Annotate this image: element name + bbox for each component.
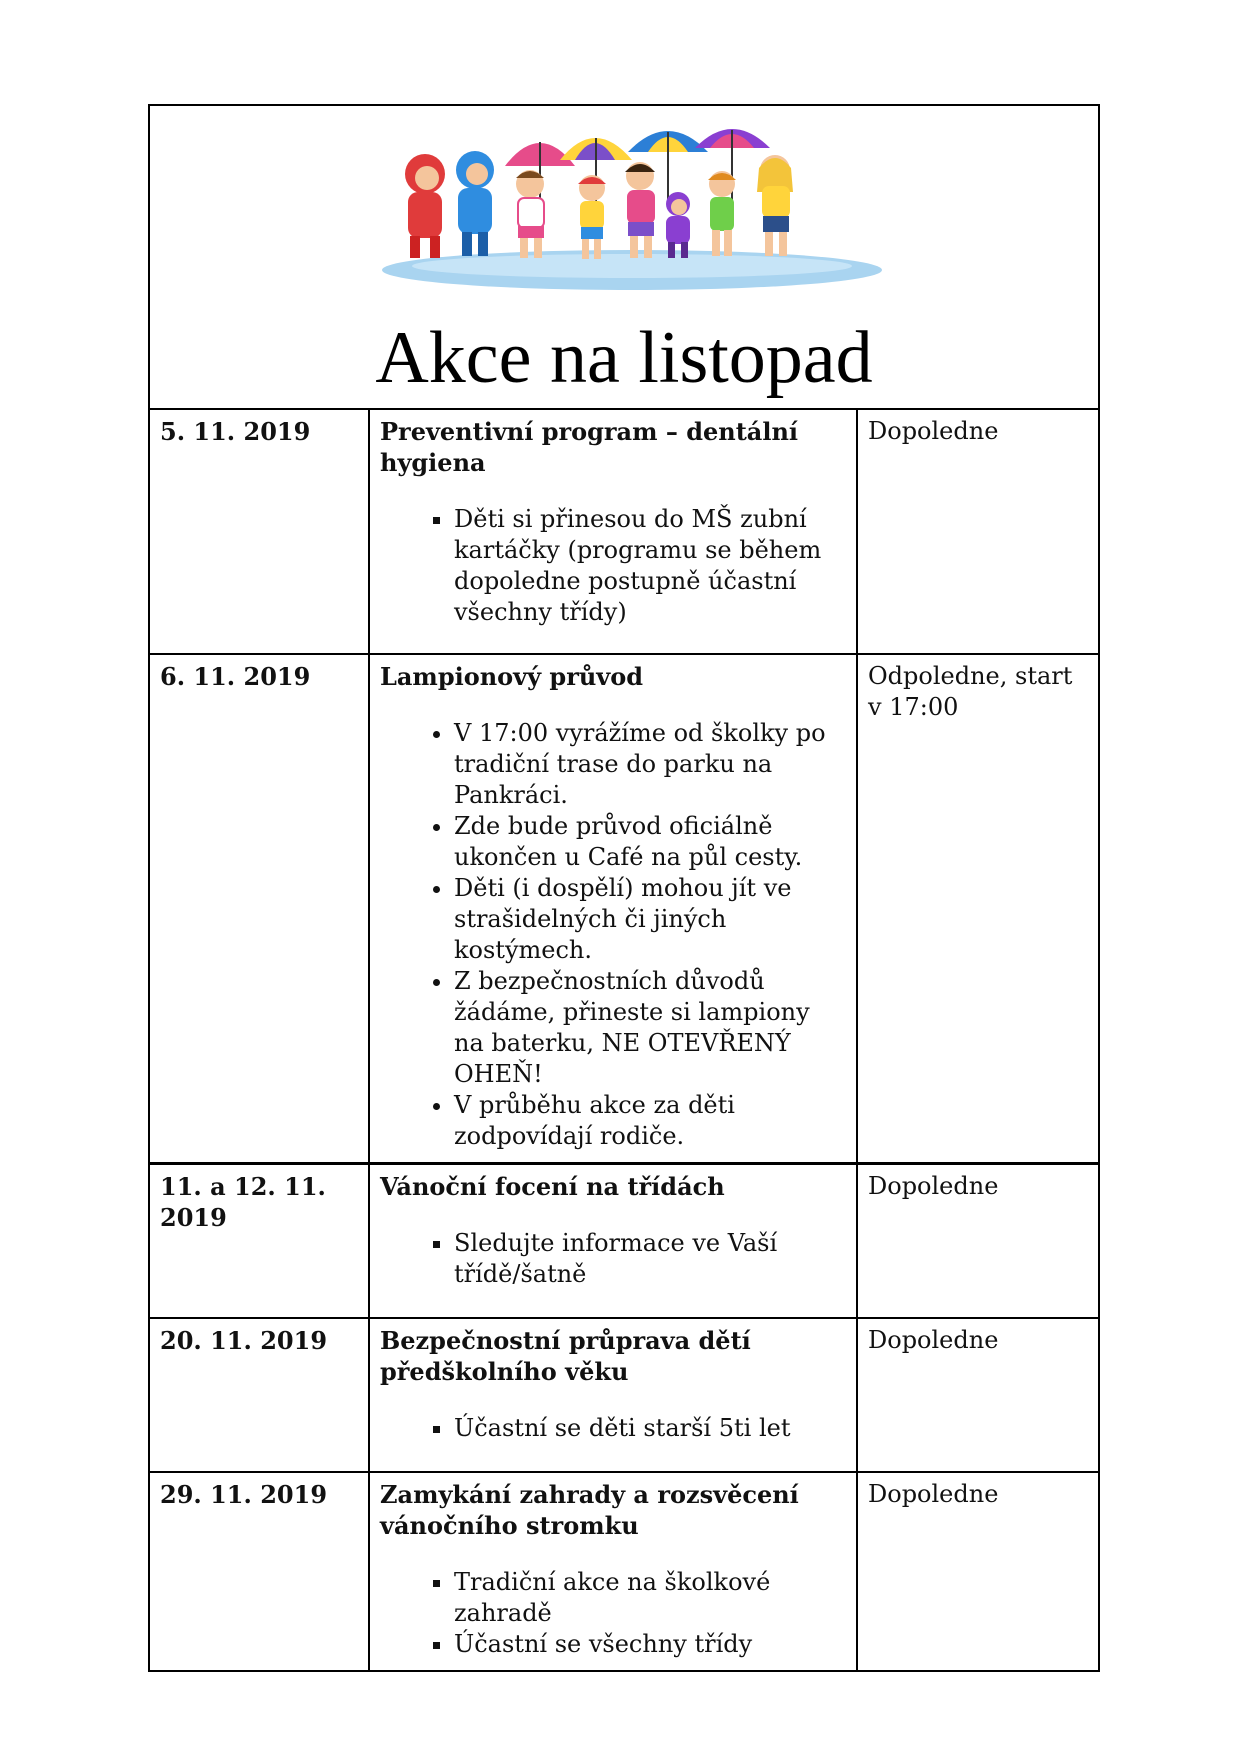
header-cell (148, 104, 1100, 410)
event-date: 5. 11. 2019 (149, 409, 369, 654)
event-point: • Z bezpečnostních důvodů žádáme, přineste si lampiony na baterku, NE OTEVŘENÝ OHEŇ! (454, 966, 846, 1090)
event-time: Odpoledne, start v 17:00 (857, 654, 1099, 1164)
event-point: ▪ Sledujte informace ve Vaší třídě/šatně (454, 1228, 846, 1290)
event-description (369, 1164, 857, 1319)
event-time: Dopoledne (857, 1318, 1099, 1472)
event-description (369, 654, 857, 1164)
event-title: Vánoční focení na třídách (380, 1172, 725, 1201)
event-date: 29. 11. 2019 (149, 1472, 369, 1671)
event-point: ▪ Děti si přinesou do MŠ zubní kartáčky (programu se během dopoledne postupně účastní všechny třídy) (454, 504, 846, 628)
event-point: • Zde bude průvod oficiálně ukončen u Café na půl cesty. (454, 811, 846, 873)
table-row (149, 409, 1099, 654)
event-points (380, 1413, 846, 1444)
event-title: Bezpečnostní průprava dětí předškolního věku (380, 1326, 751, 1386)
event-title: Preventivní program – dentální hygiena (380, 417, 799, 477)
event-time: Dopoledne (857, 409, 1099, 654)
event-point: ▪ Účastní se všechny třídy (454, 1629, 846, 1660)
event-points (380, 1228, 846, 1290)
table-row (149, 654, 1099, 1164)
event-date: 6. 11. 2019 (149, 654, 369, 1164)
event-date: 11. a 12. 11. 2019 (149, 1164, 369, 1319)
event-description (369, 1318, 857, 1472)
event-date: 20. 11. 2019 (149, 1318, 369, 1472)
event-description (369, 409, 857, 654)
children-with-umbrellas-illustration (370, 112, 890, 294)
table-row (149, 1472, 1099, 1671)
event-title: Zamykání zahrady a rozsvěcení vánočního stromku (380, 1480, 799, 1540)
event-point: • V průběhu akce za děti zodpovídají rodiče. (454, 1090, 846, 1152)
event-points (380, 504, 846, 628)
events-table (148, 408, 1100, 1672)
event-points (380, 1567, 846, 1660)
event-point: • V 17:00 vyrážíme od školky po tradiční trase do parku na Pankráci. (454, 718, 846, 811)
table-row (149, 1318, 1099, 1472)
event-description (369, 1472, 857, 1671)
event-point: ▪ Účastní se děti starší 5ti let (454, 1413, 846, 1444)
page-title: Akce na listopad (375, 317, 873, 399)
event-points (380, 718, 846, 1152)
event-point: ▪ Tradiční akce na školkové zahradě (454, 1567, 846, 1629)
event-title: Lampionový průvod (380, 662, 644, 691)
event-time: Dopoledne (857, 1472, 1099, 1671)
event-point: • Děti (i dospělí) mohou jít ve strašidelných či jiných kostýmech. (454, 873, 846, 966)
event-time: Dopoledne (857, 1164, 1099, 1319)
table-row (149, 1164, 1099, 1319)
event-sheet (148, 104, 1100, 1672)
